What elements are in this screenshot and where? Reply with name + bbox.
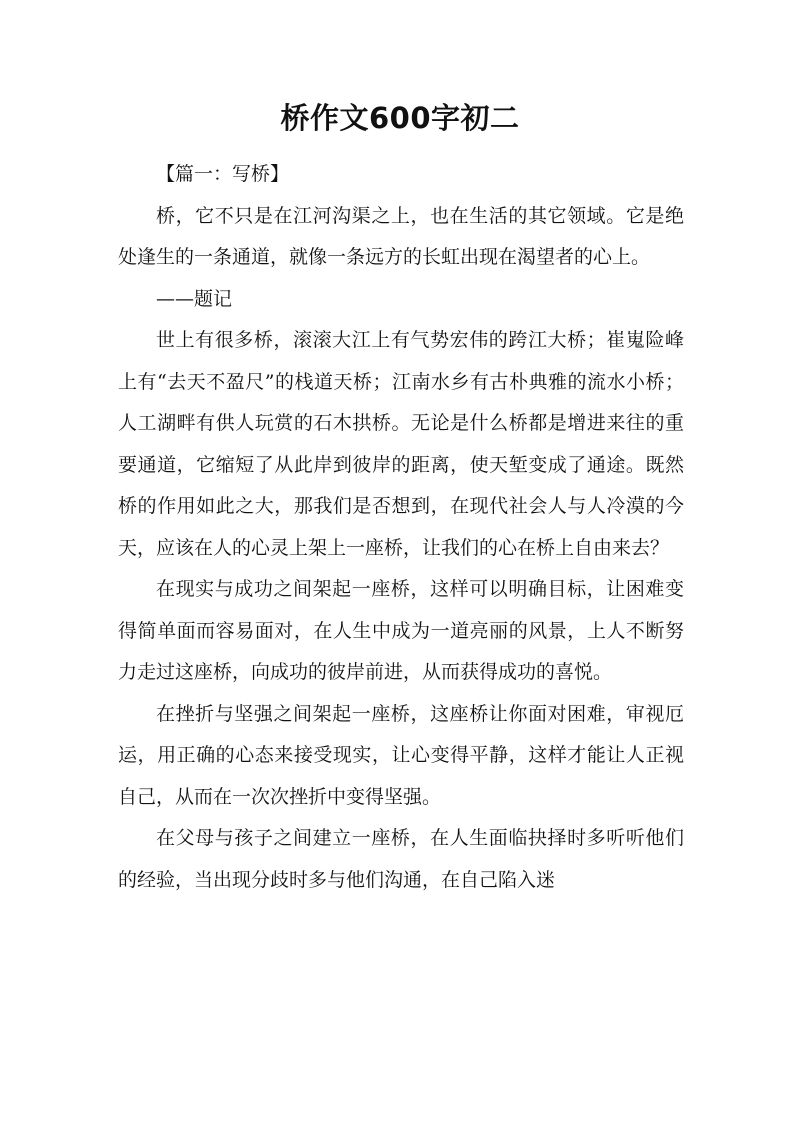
section-heading: 【篇一：写桥】 <box>156 163 290 185</box>
paragraph: 在现实与成功之间架起一座桥，这样可以明确目标，让困难变得简单面而容易面对，在人生中成为一道亮丽的风景，上人不断努力走过这座桥，向成功的彼岸前进，从而获得成功的喜悦。 <box>118 578 684 683</box>
paragraph: 在父母与孩子之间建立一座桥，在人生面临抉择时多听听他们的经验，当出现分歧时多与他们沟通，在自己陷入迷 <box>118 827 684 891</box>
paragraph: 在挫折与坚强之间架起一座桥，这座桥让你面对困难，审视厄运，用正确的心态来接受现实，让心变得平静，这样才能让人正视自己，从而在一次次挫折中变得坚强。 <box>118 702 684 808</box>
paragraph: 世上有很多桥，滚滚大江上有气势宏伟的跨江大桥；崔嵬险峰上有“去天不盈尺”的栈道天桥；江南水乡有古朴典雅的流水小桥；人工湖畔有供人玩赏的石木拱桥。无论是什么桥都是增进来往的重要通道，它缩短了从此岸到彼岸的距离，使天堑变成了通途。既然桥的作用如此之大，那我们是否想到，在现代社会人与人冷漠的今天，应该在人的心灵上架上一座桥，让我们的心在桥上自由来去？ <box>118 329 684 559</box>
epigraph-attribution: ——题记 <box>156 287 233 310</box>
paragraph: 桥，它不只是在江河沟渠之上，也在生活的其它领域。它是绝处逢生的一条通道，就像一条远方的长虹出现在渴望者的心上。 <box>118 204 684 268</box>
document-body <box>118 154 684 901</box>
document-title: 桥作文600字初二 <box>280 101 520 135</box>
